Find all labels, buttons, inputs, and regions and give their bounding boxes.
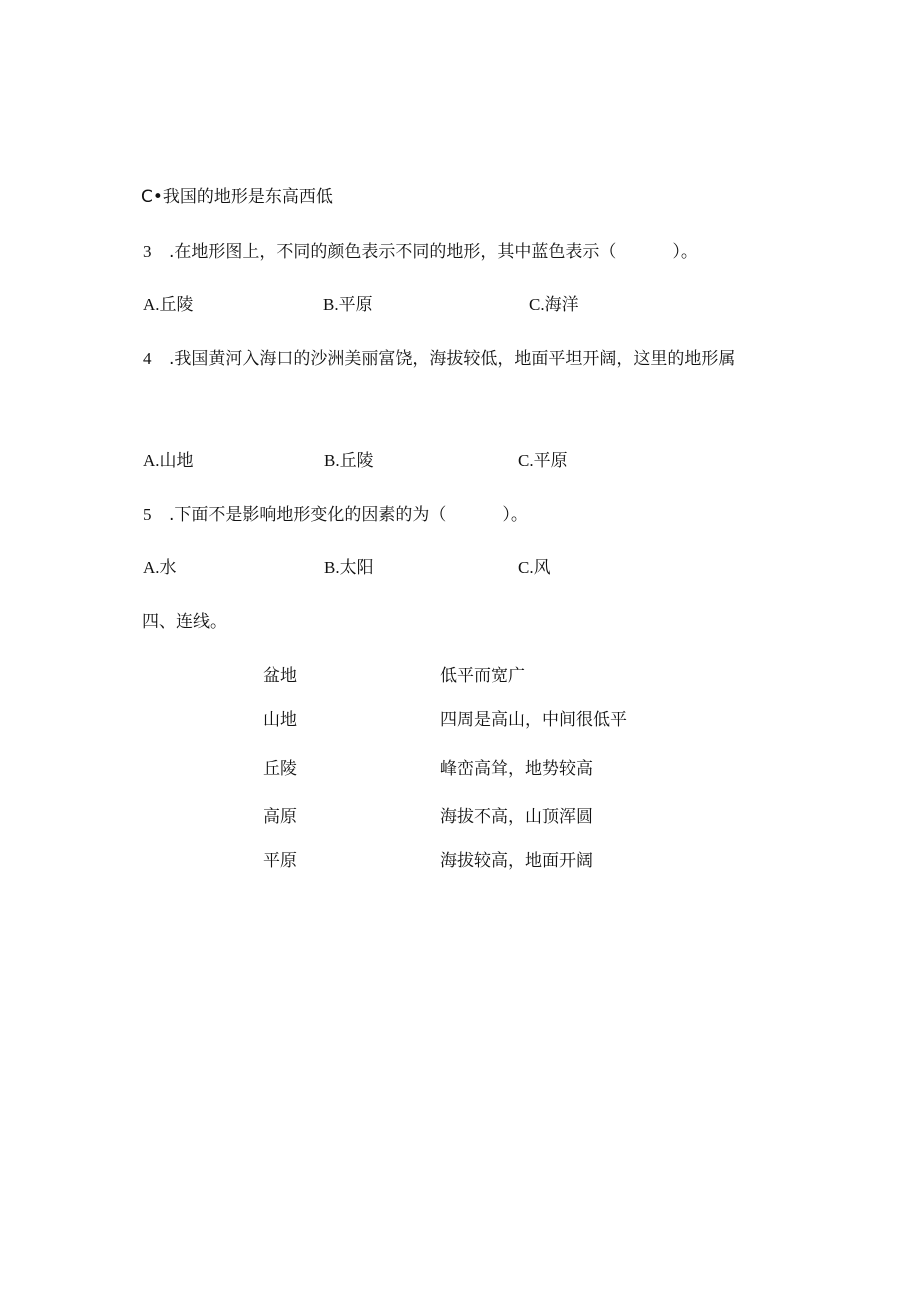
q5-option-b: B.太阳 xyxy=(324,558,374,578)
match-right-item: 低平而宽广 xyxy=(440,666,525,686)
question-3-number: 3 xyxy=(143,242,152,261)
match-left-item: 平原 xyxy=(263,851,297,871)
q5-option-a: A.水 xyxy=(143,558,177,578)
question-5-text: .下面不是影响地形变化的因素的为（ xyxy=(169,505,447,525)
question-4-text: .我国黄河入海口的沙洲美丽富饶，海拔较低，地面平坦开阔，这里的地形属 xyxy=(169,349,736,369)
match-left-item: 高原 xyxy=(263,807,297,827)
match-left-item: 丘陵 xyxy=(263,759,297,779)
question-4-number: 4 xyxy=(143,349,152,368)
q3-option-b: B.平原 xyxy=(323,295,373,315)
match-left-item: 山地 xyxy=(263,710,297,730)
question-3-text-end: ）。 xyxy=(672,242,698,262)
q4-option-b: B.丘陵 xyxy=(324,451,374,471)
q3-option-a: A.丘陵 xyxy=(143,295,194,315)
q4-option-c: C.平原 xyxy=(518,451,568,471)
question-5-text-end: ）。 xyxy=(502,505,528,525)
question-3-text: .在地形图上，不同的颜色表示不同的地形，其中蓝色表示（ xyxy=(169,242,617,262)
question-3 xyxy=(143,241,698,263)
match-right-item: 峰峦高耸，地势较高 xyxy=(440,759,593,779)
section-4-heading: 四、连线。 xyxy=(142,612,227,632)
question-5-number: 5 xyxy=(143,505,152,524)
match-left-item: 盆地 xyxy=(263,666,297,686)
match-right-item: 海拔不高，山顶浑圆 xyxy=(440,807,593,827)
q4-option-a: A.山地 xyxy=(143,451,194,471)
q5-option-c: C.风 xyxy=(518,558,551,578)
q3-option-c: C.海洋 xyxy=(529,295,579,315)
match-right-item: 海拔较高，地面开阔 xyxy=(440,851,593,871)
previous-option-c: C•我国的地形是东高西低 xyxy=(141,187,333,207)
question-5 xyxy=(143,504,528,526)
question-4 xyxy=(143,348,735,370)
match-right-item: 四周是高山，中间很低平 xyxy=(440,710,627,730)
